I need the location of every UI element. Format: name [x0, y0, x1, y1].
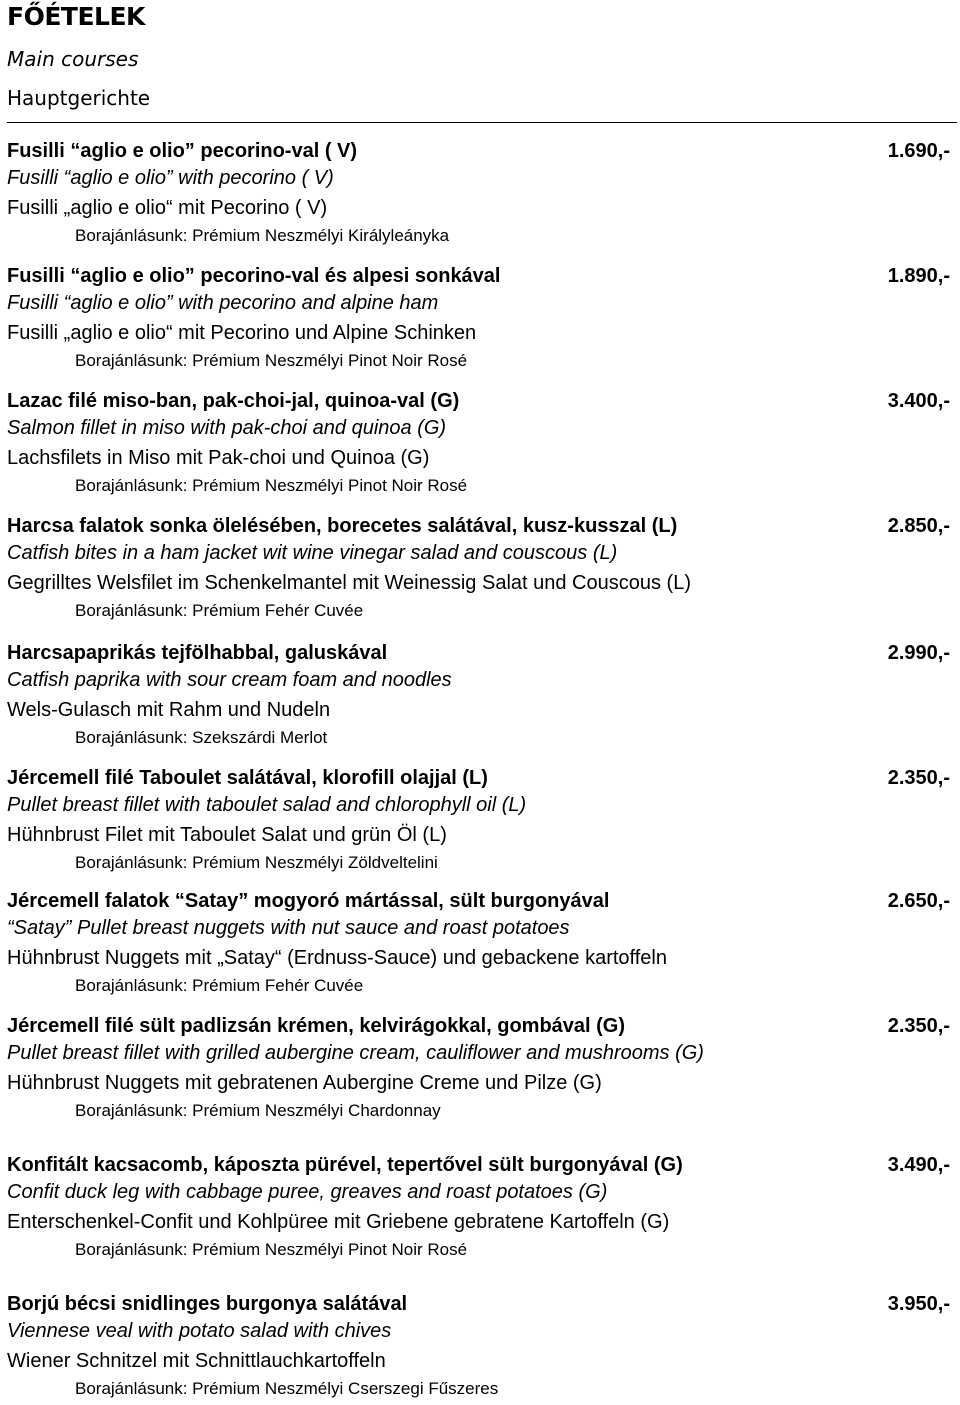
- dish-name-english: Pullet breast fillet with grilled aubergine cream, cauliflower and mushrooms (G): [7, 1042, 704, 1064]
- dish-name-english: “Satay” Pullet breast nuggets with nut sauce and roast potatoes: [7, 917, 570, 939]
- dish-name-hungarian: Jércemell falatok “Satay” mogyoró mártással, sült burgonyával: [7, 890, 610, 912]
- dish-name-german: Enterschenkel-Confit und Kohlpüree mit Griebene gebratene Kartoffeln (G): [7, 1211, 670, 1233]
- menu-item: [7, 259, 950, 377]
- category-title-english: Main courses: [7, 47, 139, 71]
- header-divider: [7, 122, 957, 123]
- wine-recommendation: Borajánlásunk: Prémium Neszmélyi Pinot Noir Rosé: [75, 476, 468, 495]
- wine-recommendation: Borajánlásunk: Prémium Fehér Cuvée: [75, 976, 364, 995]
- dish-name-english: Salmon fillet in miso with pak-choi and quinoa (G): [7, 417, 447, 439]
- dish-name-german: Fusilli „aglio e olio“ mit Pecorino und Alpine Schinken: [7, 322, 477, 344]
- dish-price: 2.850,-: [887, 515, 950, 537]
- dish-name-hungarian: Jércemell filé Taboulet salátával, klorofill olajjal (L): [7, 767, 488, 789]
- wine-recommendation: Borajánlásunk: Prémium Neszmélyi Pinot Noir Rosé: [75, 1240, 468, 1259]
- dish-name-hungarian: Lazac filé miso-ban, pak-choi-jal, quinoa-val (G): [7, 390, 460, 412]
- dish-name-german: Lachsfilets in Miso mit Pak-choi und Quinoa (G): [7, 447, 430, 469]
- category-title-german: Hauptgerichte: [7, 86, 151, 110]
- wine-recommendation: Borajánlásunk: Prémium Neszmélyi Cserszegi Fűszeres: [75, 1379, 499, 1398]
- dish-name-german: Fusilli „aglio e olio“ mit Pecorino ( V): [7, 197, 328, 219]
- wine-recommendation: Borajánlásunk: Prémium Neszmélyi Pinot Noir Rosé: [75, 351, 468, 370]
- dish-name-german: Hühnbrust Nuggets mit gebratenen Aubergine Creme und Pilze (G): [7, 1072, 602, 1094]
- dish-name-german: Gegrilltes Welsfilet im Schenkelmantel mit Weinessig Salat und Couscous (L): [7, 572, 691, 594]
- dish-name-german: Wels-Gulasch mit Rahm und Nudeln: [7, 699, 331, 721]
- dish-name-english: Confit duck leg with cabbage puree, greaves and roast potatoes (G): [7, 1181, 608, 1203]
- dish-price: 2.990,-: [887, 642, 950, 664]
- dish-name-hungarian: Jércemell filé sült padlizsán krémen, kelvirágokkal, gombával (G): [7, 1015, 626, 1037]
- dish-price: 1.890,-: [887, 265, 950, 287]
- dish-name-english: Fusilli “aglio e olio” with pecorino and alpine ham: [7, 292, 439, 314]
- dish-name-german: Wiener Schnitzel mit Schnittlauchkartoffeln: [7, 1350, 386, 1372]
- dish-price: 2.650,-: [887, 890, 950, 912]
- menu-item: [7, 884, 950, 1002]
- dish-name-english: Viennese veal with potato salad with chives: [7, 1320, 392, 1342]
- menu-item: [7, 1148, 950, 1266]
- wine-recommendation: Borajánlásunk: Prémium Neszmélyi Királyleányka: [75, 226, 450, 245]
- dish-name-english: Catfish bites in a ham jacket wit wine vinegar salad and couscous (L): [7, 542, 618, 564]
- menu-item: [7, 1009, 950, 1127]
- menu-item: [7, 761, 950, 879]
- wine-recommendation: Borajánlásunk: Prémium Neszmélyi Zöldveltelini: [75, 853, 438, 872]
- dish-price: 3.950,-: [887, 1293, 950, 1315]
- menu-item: [7, 1287, 950, 1405]
- dish-name-hungarian: Fusilli “aglio e olio” pecorino-val ( V): [7, 140, 358, 162]
- dish-price: 2.350,-: [887, 1015, 950, 1037]
- menu-item: [7, 384, 950, 502]
- dish-name-german: Hühnbrust Filet mit Taboulet Salat und grün Öl (L): [7, 824, 447, 846]
- wine-recommendation: Borajánlásunk: Szekszárdi Merlot: [75, 728, 328, 747]
- dish-name-english: Pullet breast fillet with taboulet salad and chlorophyll oil (L): [7, 794, 527, 816]
- menu-item: [7, 509, 950, 627]
- dish-price: 2.350,-: [887, 767, 950, 789]
- dish-name-hungarian: Borjú bécsi snidlinges burgonya salátával: [7, 1293, 408, 1315]
- category-title: FŐÉTELEK: [7, 2, 145, 31]
- dish-name-english: Fusilli “aglio e olio” with pecorino ( V): [7, 167, 334, 189]
- wine-recommendation: Borajánlásunk: Prémium Neszmélyi Chardonnay: [75, 1101, 441, 1120]
- dish-name-hungarian: Harcsapaprikás tejfölhabbal, galuskával: [7, 642, 388, 664]
- dish-name-hungarian: Fusilli “aglio e olio” pecorino-val és alpesi sonkával: [7, 265, 501, 287]
- dish-price: 1.690,-: [887, 140, 950, 162]
- wine-recommendation: Borajánlásunk: Prémium Fehér Cuvée: [75, 601, 364, 620]
- dish-price: 3.400,-: [887, 390, 950, 412]
- menu-item: [7, 636, 950, 754]
- dish-price: 3.490,-: [887, 1154, 950, 1176]
- dish-name-hungarian: Harcsa falatok sonka ölelésében, borecetes salátával, kusz-kusszal (L): [7, 515, 678, 537]
- dish-name-english: Catfish paprika with sour cream foam and noodles: [7, 669, 452, 691]
- menu-item: [7, 134, 950, 252]
- dish-name-hungarian: Konfitált kacsacomb, káposzta pürével, tepertővel sült burgonyával (G): [7, 1154, 683, 1176]
- dish-name-german: Hühnbrust Nuggets mit „Satay“ (Erdnuss-Sauce) und gebackene kartoffeln: [7, 947, 667, 969]
